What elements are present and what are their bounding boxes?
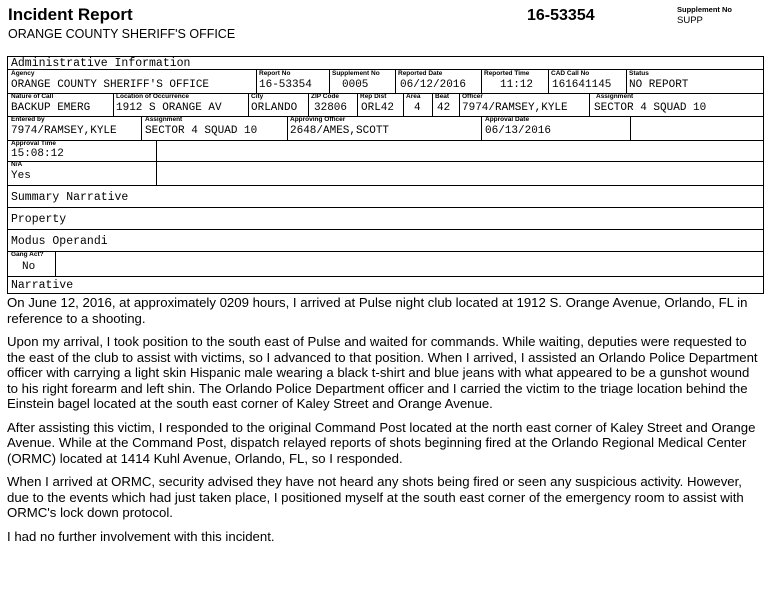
beat-value: 42 (437, 102, 451, 114)
narrative-paragraph: Upon my arrival, I took position to the south east of Pulse and waited for commands. While waiting, deputies were requested to the east of the club to assist with victims, so I advanced to that position. When I arrived, I assisted an Orlando Police Department officer with carrying a light skin Hispanic male wearing a black t-shirt and blue jeans with what appeared to be a gunshot wound to his right forearm and left shin. The Orlando Police Department officer and I carried the victim to the triage location behind the Einstein bagel located at the south east corner of Kaley Street and Orange Avenue. (7, 334, 758, 411)
narrative-heading: Narrative (11, 279, 74, 292)
status-value: NO REPORT (629, 79, 689, 91)
rep-dist-label: Rep Dist (360, 93, 387, 100)
gang-label: Gang Act? (11, 251, 44, 258)
row3-assignment-label: Assignment (145, 116, 183, 123)
rep-dist-value: ORL42 (361, 102, 395, 114)
reported-time-label: Reported Time (484, 70, 530, 77)
report-no-label: Report No (259, 70, 291, 77)
city-label: City (251, 93, 264, 100)
cad-label: CAD Call No (551, 70, 590, 77)
reported-date-value: 06/12/2016 (400, 79, 467, 91)
approving-label: Approving Officer (290, 116, 346, 123)
approval-time-label: Approval Time (11, 140, 57, 147)
report-number: 16-53354 (527, 7, 595, 24)
supplement-no-label: Supplement No (332, 70, 380, 77)
report-no-value: 16-53354 (259, 79, 312, 91)
entered-by-label: Entered by (11, 116, 45, 123)
row3-assignment-value: SECTOR 4 SQUAD 10 (145, 125, 258, 137)
location-label: Location of Occurrence (116, 93, 189, 100)
reported-time-value: 11:12 (500, 79, 534, 91)
narrative-paragraph: After assisting this victim, I responded to the original Command Post located at the north east corner of Kaley Street and Orange Avenue. While at the Command Post, dispatch relayed reports of shots beginning fired at the Orlando Regional Medical Center (ORMC) located at 1414 Kuhl Avenue, Orlando, FL, so I responded. (7, 419, 756, 466)
narrative-body (7, 295, 763, 552)
area-value: 4 (414, 102, 421, 114)
admin-heading: Administrative Information (11, 57, 191, 70)
approval-time-value: 15:08:12 (11, 148, 64, 160)
administrative-form (7, 56, 764, 294)
nature-value: BACKUP EMERG (11, 102, 91, 114)
city-value: ORLANDO (251, 102, 298, 114)
approving-value: 2648/AMES,SCOTT (290, 125, 390, 137)
entered-by-value: 7974/RAMSEY,KYLE (11, 125, 117, 137)
summary-narrative-heading: Summary Narrative (11, 191, 129, 204)
report-title: Incident Report (8, 5, 133, 24)
na-label: N/A (11, 161, 23, 168)
gang-value: No (22, 261, 36, 273)
narrative-paragraph: On June 12, 2016, at approximately 0209 hours, I arrived at Pulse night club located at 1912 S. Orange Avenue, Orlando, FL in reference to a shooting. (7, 295, 748, 326)
assignment-value: SECTOR 4 SQUAD 10 (594, 102, 707, 114)
approval-date-label: Approval Date (485, 116, 530, 123)
na-value: Yes (11, 170, 31, 182)
zip-value: 32806 (314, 102, 348, 114)
narrative-paragraph: I had no further involvement with this incident. (7, 528, 275, 544)
property-heading: Property (11, 213, 67, 226)
status-label: Status (629, 70, 649, 77)
supplement-label: Supplement No (677, 5, 733, 14)
area-label: Area (406, 93, 421, 100)
agency-label: Agency (11, 70, 35, 77)
zip-label: ZIP Code (311, 93, 340, 100)
agency-line: ORANGE COUNTY SHERIFF'S OFFICE (8, 27, 236, 41)
officer-label: Officer (462, 93, 483, 100)
cad-value: 161641145 (552, 79, 612, 91)
location-value: 1912 S ORANGE AV (116, 102, 222, 114)
beat-label: Beat (435, 93, 450, 100)
supplement-no-value: 0005 (342, 79, 369, 91)
agency-value: ORANGE COUNTY SHERIFF'S OFFICE (11, 79, 210, 91)
supplement-value: SUPP (677, 15, 703, 26)
nature-label: Nature of Call (11, 93, 54, 100)
modus-operandi-heading: Modus Operandi (11, 235, 108, 248)
reported-date-label: Reported Date (398, 70, 443, 77)
officer-value: 7974/RAMSEY,KYLE (462, 102, 568, 114)
approval-date-value: 06/13/2016 (485, 125, 552, 137)
narrative-paragraph: When I arrived at ORMC, security advised they have not heard any shots being fired or seen any suspicious activity. However, due to the events which had just taken place, I positioned myself at the south east corner of the emergency room to assist with ORMC's lock down protocol. (7, 474, 744, 520)
assignment-label: Assignment (596, 93, 634, 100)
